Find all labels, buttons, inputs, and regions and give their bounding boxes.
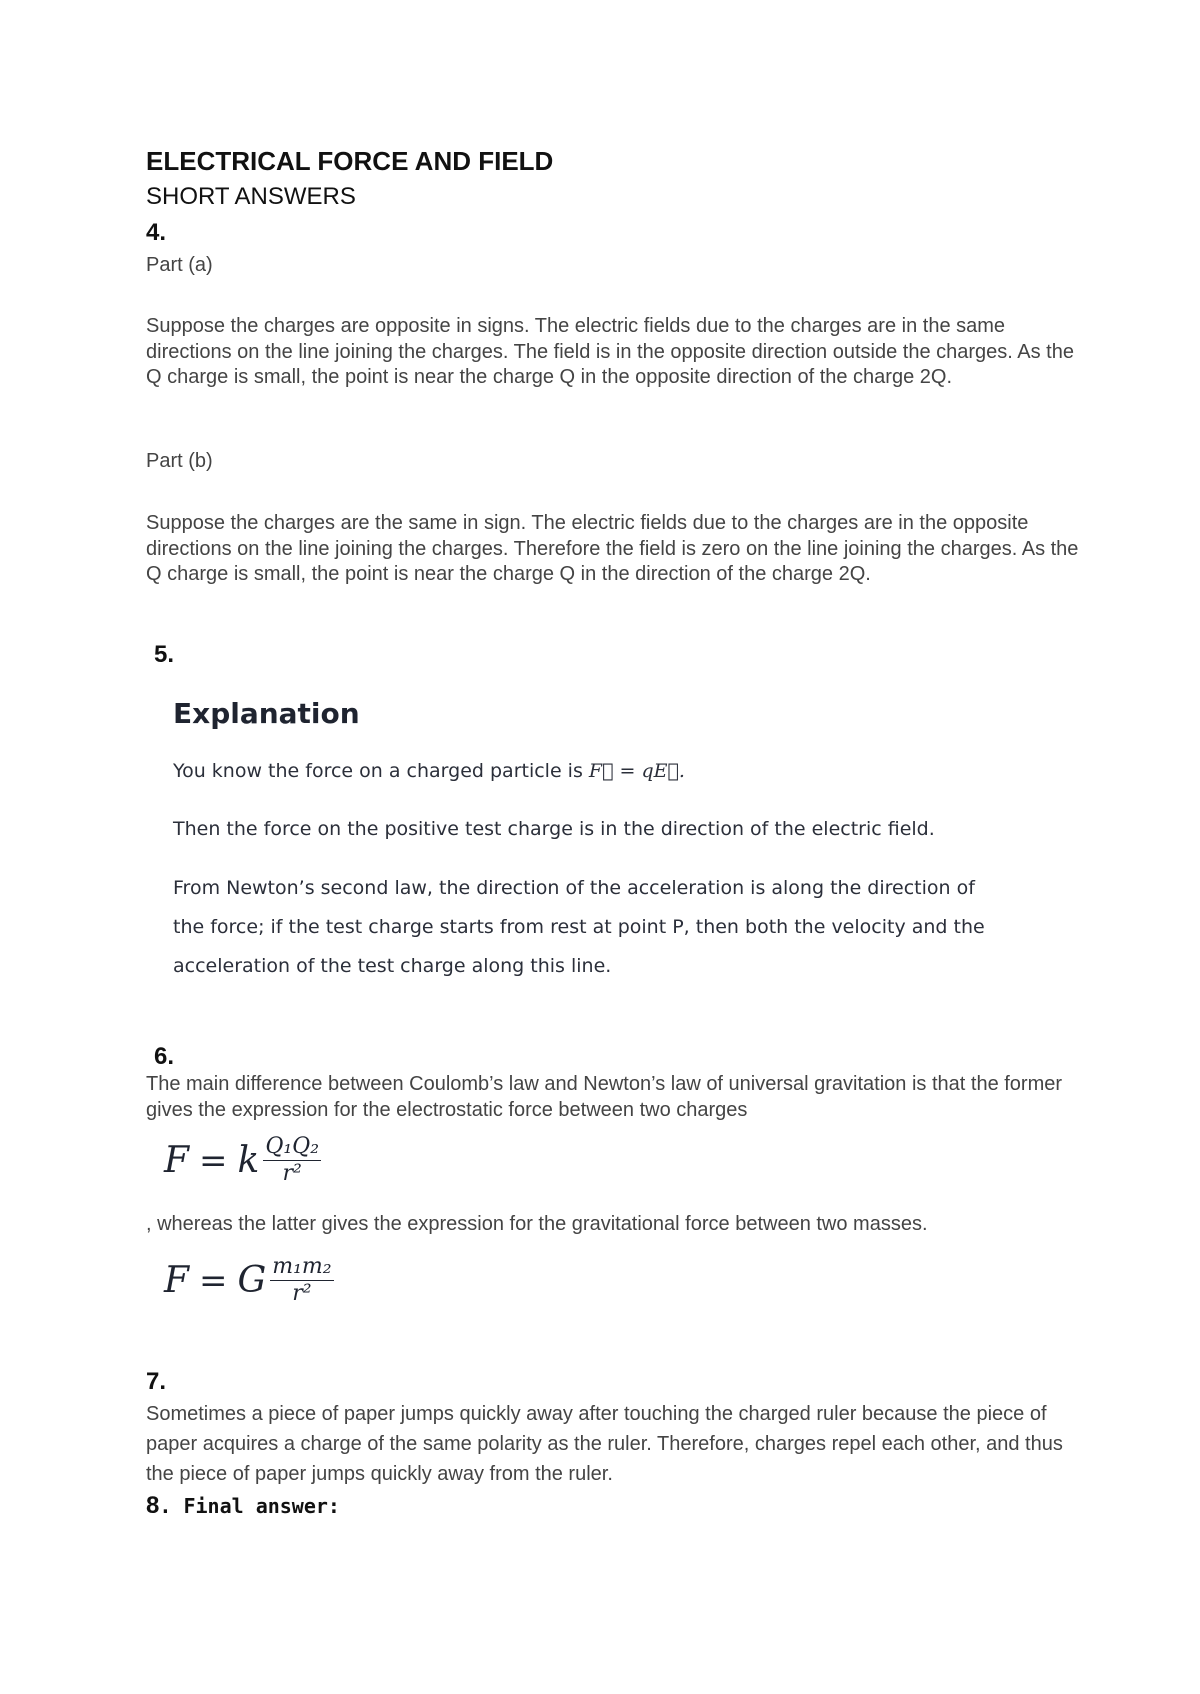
question-6-number: 6. (154, 1043, 175, 1070)
formula-lhs: F (164, 1260, 189, 1301)
q5-line-1 (173, 752, 993, 791)
q5-line-1-text: You know the force on a charged particle is (173, 760, 589, 782)
formula-denominator: r² (282, 1161, 302, 1186)
question-5-number: 5. (154, 641, 175, 668)
document-subtitle: SHORT ANSWERS (146, 183, 356, 210)
gravitation-law-formula (164, 1255, 334, 1306)
q4-part-b-label: Part (b) (146, 450, 213, 472)
formula-numerator: m₁m₂ (272, 1254, 332, 1279)
formula-fraction (270, 1255, 333, 1306)
formula-numerator: Q₁Q₂ (265, 1134, 320, 1159)
formula-lhs: F (164, 1140, 189, 1181)
formula-equals: = (198, 1260, 228, 1301)
formula-denominator: r² (292, 1281, 312, 1306)
q5-line-2: Then the force on the positive test charge is in the direction of the electric field. (173, 818, 935, 840)
question-8-number: 8 (146, 1492, 160, 1519)
q4-part-a-label: Part (a) (146, 254, 213, 276)
coulomb-law-formula (164, 1135, 321, 1186)
q4-part-b-text: Suppose the charges are the same in sign. The electric fields due to the charges are in the opposite directions on the line joining the charges. Therefore the field is zero on the line joining the charges. As the Q charge is small, the point is near the charge Q in the direction of the charge 2Q. (146, 512, 1079, 585)
formula-equals: = (198, 1140, 228, 1181)
q4-part-a-text: Suppose the charges are opposite in signs. The electric fields due to the charges are in the same directions on the line joining the charges. The field is in the opposite direction outside the charges. As the Q charge is small, the point is near the charge Q in the opposite direction of the charge 2Q. (146, 315, 1074, 388)
final-answer-label: . Final answer: (159, 1494, 340, 1518)
q7-text: Sometimes a piece of paper jumps quickly away after touching the charged ruler because the piece of paper acquires a charge of the same polarity as the ruler. Therefore, charges repel each other, and thus the piece of paper jumps quickly away from the ruler. (146, 1403, 1063, 1485)
q5-explanation-heading: Explanation (173, 697, 360, 730)
force-formula: F⃗ = qE⃗. (588, 760, 685, 782)
q6-text-2: , whereas the latter gives the expression for the gravitational force between two masses. (146, 1213, 928, 1235)
q6-text-1: The main difference between Coulomb’s law and Newton’s law of universal gravitation is that the former gives the expression for the electrostatic force between two charges (146, 1073, 1063, 1121)
formula-fraction (263, 1135, 321, 1186)
formula-coefficient: k (237, 1140, 260, 1181)
question-8 (146, 1492, 340, 1520)
document-title: ELECTRICAL FORCE AND FIELD (146, 146, 554, 176)
question-7-number: 7. (146, 1368, 167, 1395)
formula-coefficient: G (237, 1260, 267, 1301)
question-4-number: 4. (146, 219, 167, 246)
q5-line-3: From Newton’s second law, the direction of the acceleration is along the direction of the force; if the test charge starts from rest at point P, then both the velocity and the acceleration of the test charge along this line. (173, 877, 985, 977)
